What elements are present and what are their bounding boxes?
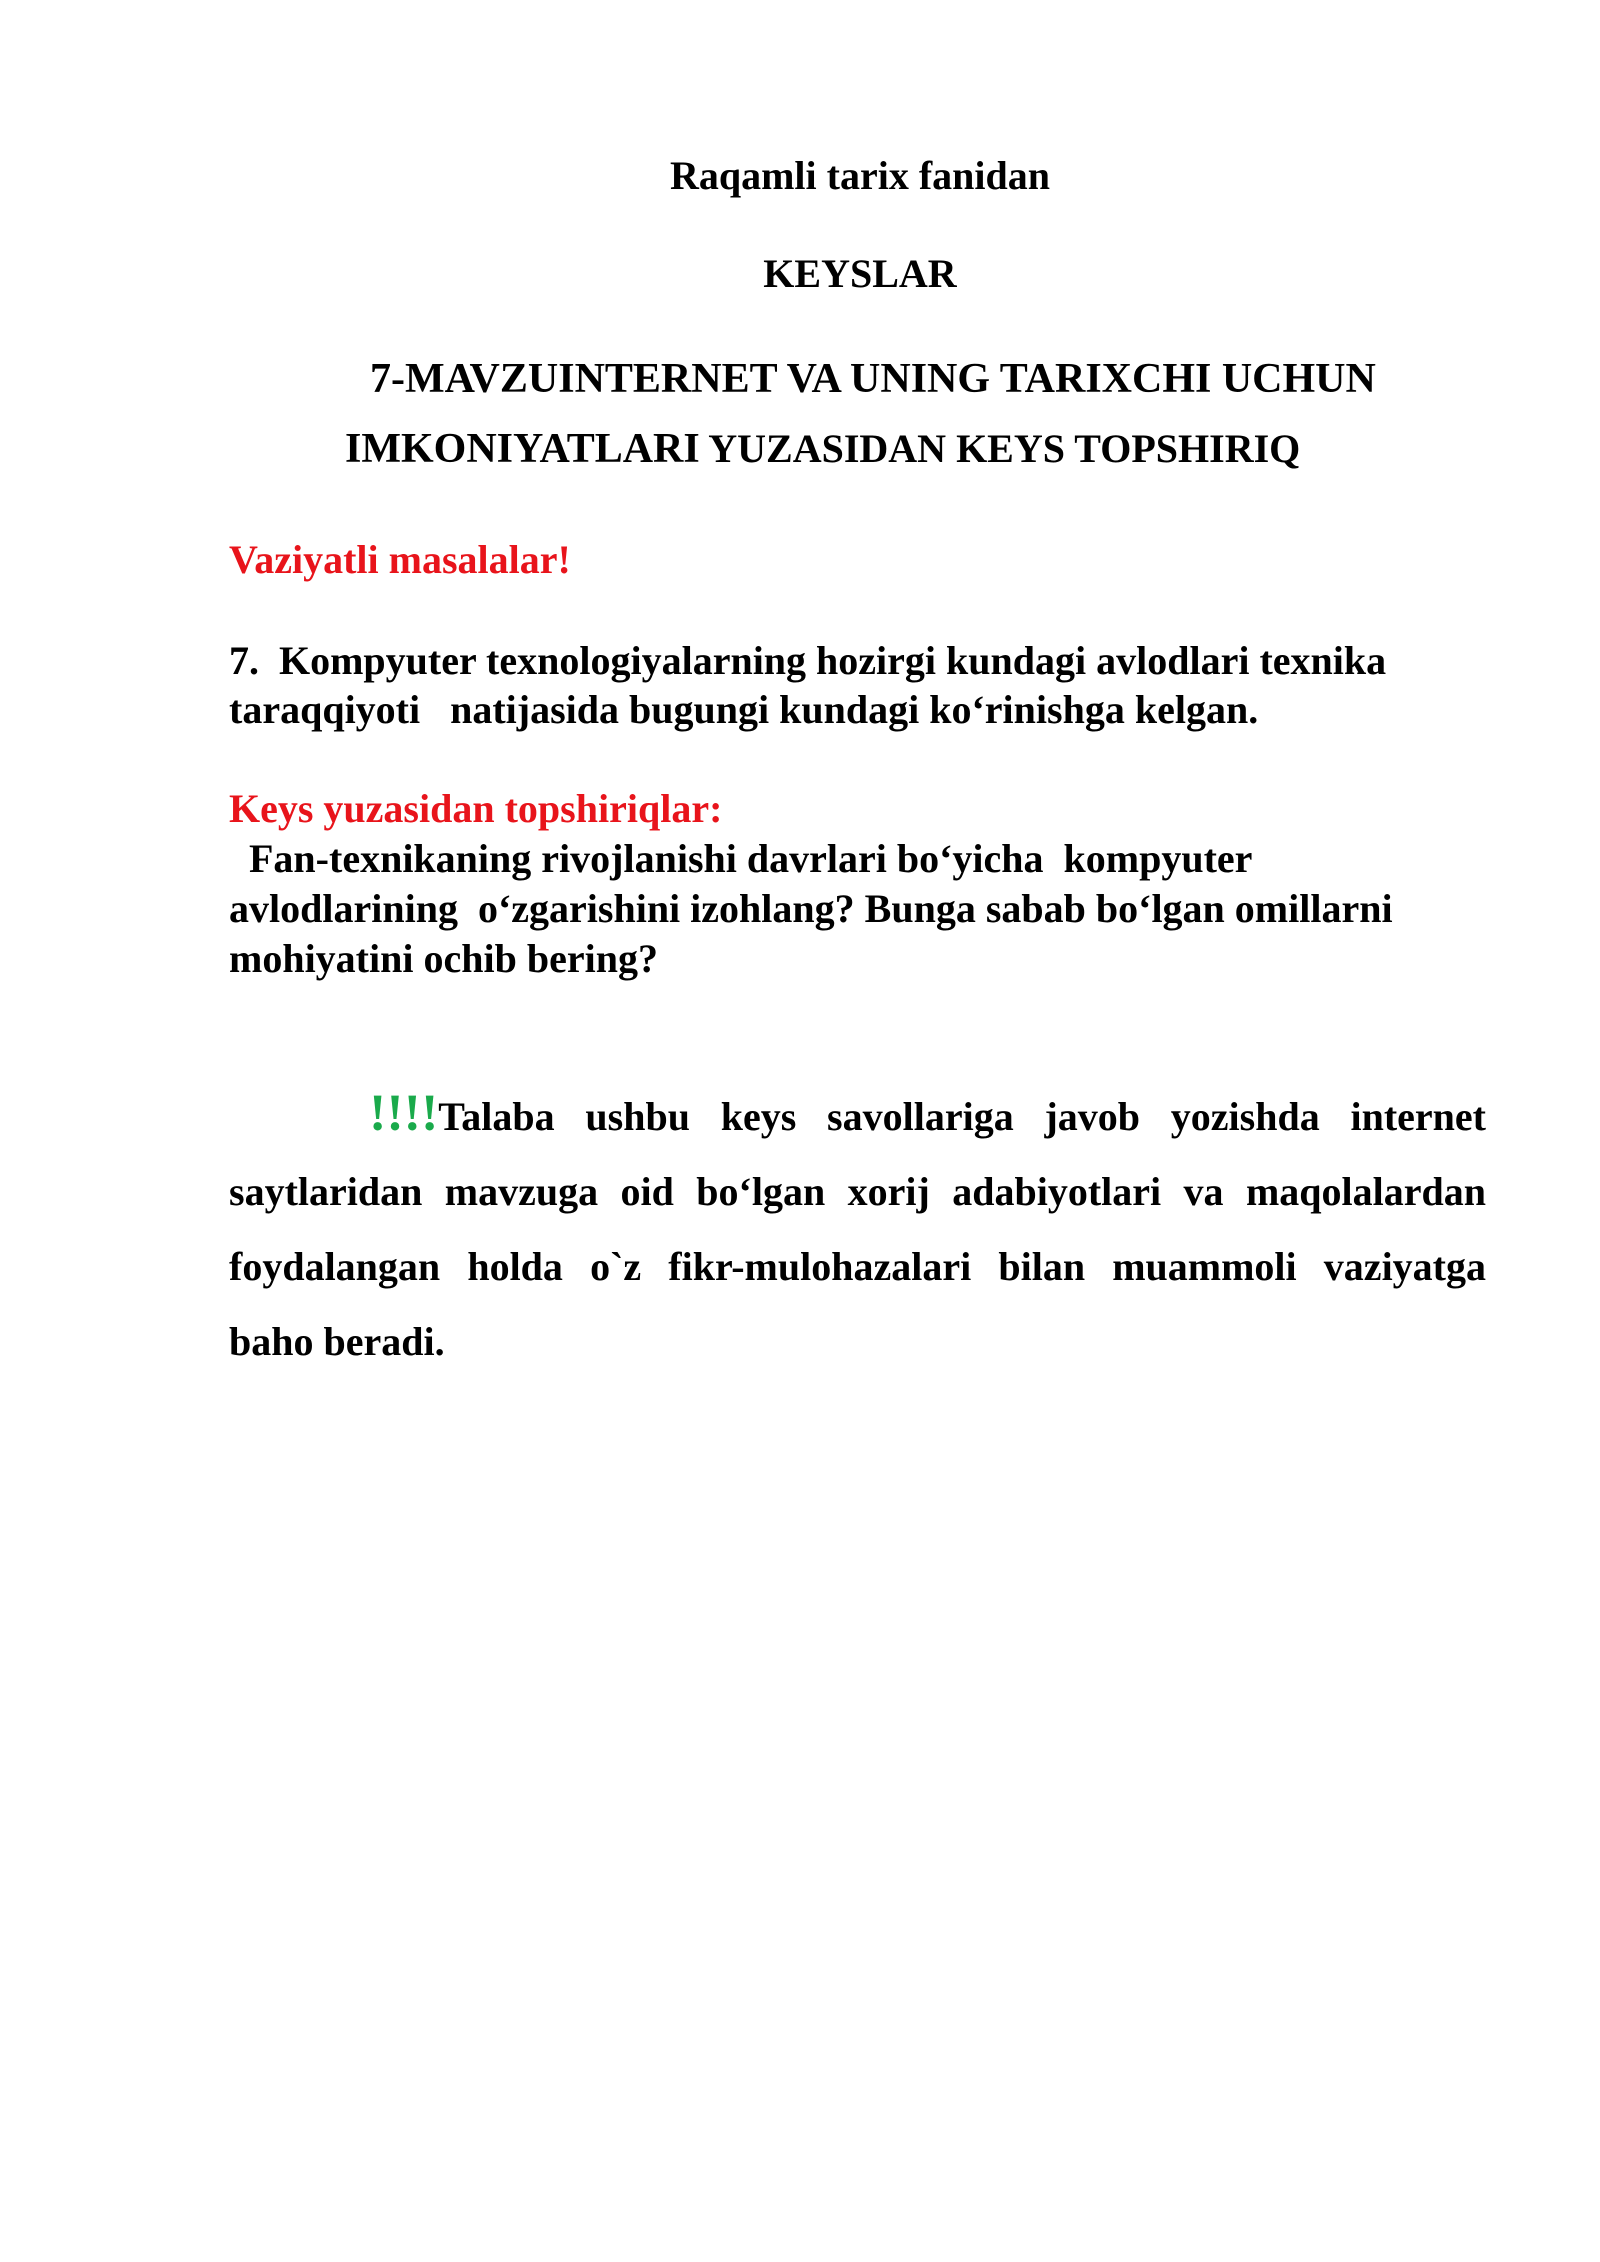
tasks-heading: Keys yuzasidan topshiriqlar:: [229, 786, 723, 831]
exclamation-marks: !!!!: [369, 1085, 439, 1142]
case-statement-line1: 7. Kompyuter texnologiyalarning hozirgi kundagi avlodlari texnika: [229, 638, 1387, 683]
note-line3: foydalangan holda o`z fikr-mulohazalari bilan muammoli vaziyatga: [229, 1244, 1486, 1289]
topic-title-line2: [345, 424, 1300, 474]
note-line4: baho beradi.: [229, 1319, 445, 1364]
note-line1: [229, 1076, 1486, 1154]
student-note: [229, 1076, 1486, 1379]
note-line2: saytlaridan mavzuga oid bo‘lgan xorij adabiyotlari va maqolalardan: [229, 1169, 1486, 1214]
note-line1-text: Talaba ushbu keys savollariga javob yozishda internet: [438, 1094, 1486, 1139]
topic-title-line2-part2: YUZASIDAN KEYS TOPSHIRIQ: [699, 426, 1301, 471]
topic-title-line1: 7-MAVZUINTERNET VA UNING TARIXCHI UCHUN: [370, 356, 1376, 402]
subject-title: Raqamli tarix fanidan: [669, 153, 1051, 198]
task-text: [229, 834, 1499, 984]
topic-title-line2-part1: IMKONIYATLARI: [345, 426, 700, 472]
task-line2: avlodlarining o‘zgarishini izohlang? Bunga sabab bo‘lgan omillarni: [229, 886, 1393, 931]
case-statement-line2: taraqqiyoti natijasida bugungi kundagi ko‘rinishga kelgan.: [229, 687, 1259, 732]
situations-heading: Vaziyatli masalalar!: [229, 537, 571, 582]
task-line1: Fan-texnikaning rivojlanishi davrlari bo‘yicha kompyuter: [229, 836, 1253, 881]
document-title: KEYSLAR: [763, 251, 957, 296]
task-line3: mohiyatini ochib bering?: [229, 936, 658, 981]
case-statement: [229, 636, 1489, 734]
